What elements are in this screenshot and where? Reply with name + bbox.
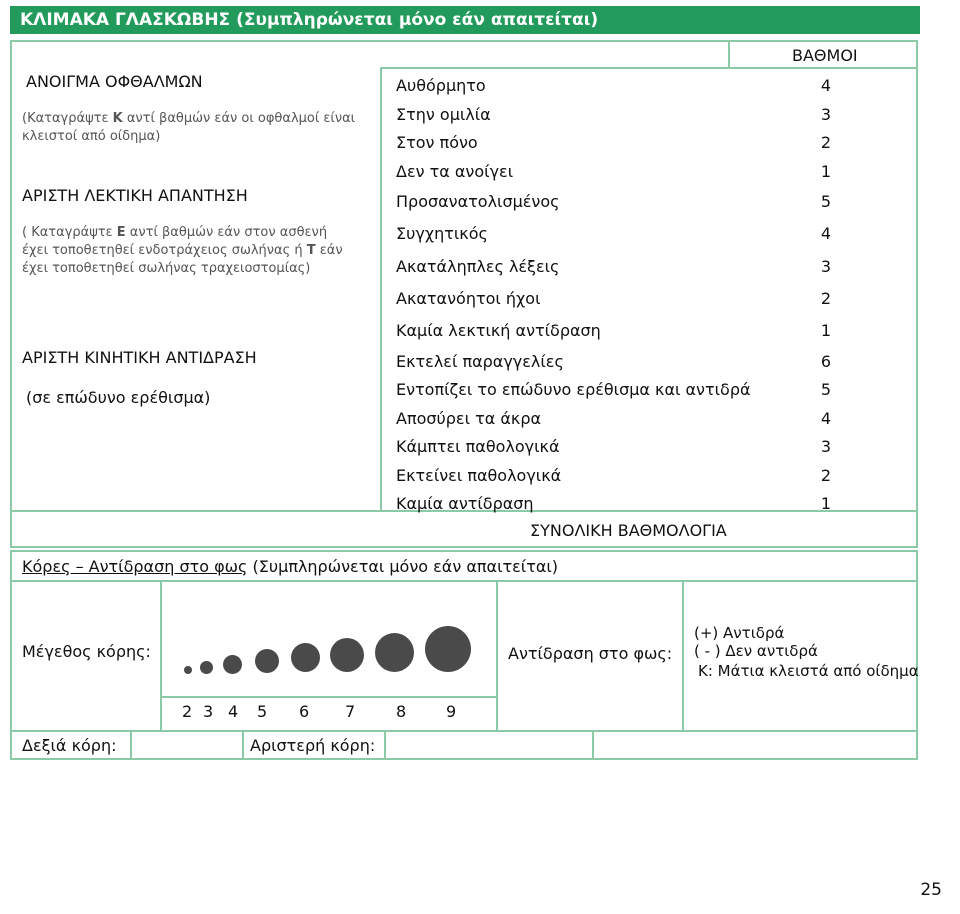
legend-closed-eyes: Κ: Μάτια κλειστά από οίδημα xyxy=(698,662,919,680)
eye-item-score: 1 xyxy=(820,162,832,181)
pupil-size-dot xyxy=(375,633,414,672)
right-pupil-label: Δεξιά κόρη: xyxy=(22,736,117,755)
verbal-item-label: Συγχητικός xyxy=(396,224,488,243)
left-pupil-field[interactable] xyxy=(386,732,592,758)
motor-item-label: Εντοπίζει το επώδυνο ερέθισμα και αντιδρά xyxy=(396,380,751,399)
motor-item-label: Αποσύρει τα άκρα xyxy=(396,409,542,428)
motor-item-score: 4 xyxy=(820,409,832,428)
verbal-item-label: Ακατανόητοι ήχοι xyxy=(396,289,541,308)
motor-response-subtitle: (σε επώδυνο ερέθισμα) xyxy=(26,388,211,407)
pupil-size-dot xyxy=(184,666,192,674)
glasgow-scale-table xyxy=(10,40,918,548)
verbal-item-score: 3 xyxy=(820,257,832,276)
page-number: 25 xyxy=(920,880,942,900)
light-reaction-label: Αντίδραση στο φως: xyxy=(508,644,673,663)
verbal-item-score: 5 xyxy=(820,192,832,211)
pupil-size-value: 4 xyxy=(228,702,239,721)
pupil-size-label: Μέγεθος κόρης: xyxy=(22,642,151,661)
pupil-size-dot xyxy=(330,638,364,672)
eye-item-score: 4 xyxy=(820,76,832,95)
verbal-item-score: 4 xyxy=(820,224,832,243)
pupil-size-value: 5 xyxy=(257,702,268,721)
motor-item-label: Εκτείνει παθολογικά xyxy=(396,466,562,485)
motor-item-label: Κάμπτει παθολογικά xyxy=(396,437,560,456)
pupil-size-dot xyxy=(200,661,213,674)
eye-opening-title: ΑΝΟΙΓΜΑ ΟΦΘΑΛΜΩΝ xyxy=(26,72,203,91)
motor-item-score: 2 xyxy=(820,466,832,485)
eye-item-label: Αυθόρμητο xyxy=(396,76,486,95)
left-pupil-label: Αριστερή κόρη: xyxy=(250,736,376,755)
eye-item-label: Δεν τα ανοίγει xyxy=(396,162,514,181)
motor-item-score: 5 xyxy=(820,380,832,399)
verbal-item-score: 1 xyxy=(820,321,832,340)
pupil-size-value: 7 xyxy=(345,702,356,721)
motor-item-label: Καμία αντίδραση xyxy=(396,494,534,513)
motor-item-score: 6 xyxy=(820,352,832,371)
form-title-bar xyxy=(10,6,920,34)
pupil-size-value: 6 xyxy=(299,702,310,721)
pupil-size-value: 8 xyxy=(396,702,407,721)
verbal-item-label: Ακατάληπλες λέξεις xyxy=(396,257,560,276)
right-pupil-field[interactable] xyxy=(132,732,242,758)
total-score-label: ΣΥΝΟΛΙΚΗ ΒΑΘΜΟΛΟΓΙΑ xyxy=(530,521,727,540)
pupil-size-dot xyxy=(255,649,279,673)
eye-item-label: Στον πόνο xyxy=(396,133,478,152)
pupil-size-value: 9 xyxy=(446,702,457,721)
motor-item-label: Εκτελεί παραγγελίες xyxy=(396,352,564,371)
pupil-size-value: 3 xyxy=(203,702,214,721)
verbal-item-score: 2 xyxy=(820,289,832,308)
pupils-section xyxy=(10,550,918,760)
eye-item-score: 3 xyxy=(820,105,832,124)
scores-header: ΒΑΘΜΟΙ xyxy=(792,46,858,65)
form-title: ΚΛΙΜΑΚΑ ΓΛΑΣΚΩΒΗΣ (Συμπληρώνεται μόνο εάν απαιτείται) xyxy=(20,10,599,30)
pupil-size-dot xyxy=(291,643,320,672)
pupil-size-dot xyxy=(223,655,242,674)
pupil-size-dot xyxy=(425,626,471,672)
verbal-item-label: Προσανατολισμένος xyxy=(396,192,560,211)
verbal-response-note: ( Καταγράψτε Ε αντί βαθμών εάν στον ασθενή έχει τοποθετηθεί ενδοτράχειος σωλήνας ή Τ εάν έχει τοποθετηθεί σωλήνας τραχειοστομίας) xyxy=(22,225,343,276)
verbal-response-title: ΑΡΙΣΤΗ ΛΕΚΤΙΚΗ ΑΠΑΝΤΗΣΗ xyxy=(22,186,248,205)
eye-item-score: 2 xyxy=(820,133,832,152)
pupil-size-value: 2 xyxy=(182,702,193,721)
pupils-title: Κόρες – Αντίδραση στο φως (Συμπληρώνεται μόνο εάν απαιτείται) xyxy=(22,557,559,576)
verbal-item-label: Καμία λεκτική αντίδραση xyxy=(396,321,601,340)
legend-no-reaction: ( - ) Δεν αντιδρά xyxy=(694,642,818,660)
legend-reacts: (+) Αντιδρά xyxy=(694,624,785,642)
eye-opening-note: (Καταγράψτε Κ αντί βαθμών εάν οι οφθαλμοί είναι κλειστοί από οίδημα) xyxy=(22,111,356,144)
eye-item-label: Στην ομιλία xyxy=(396,105,491,124)
motor-item-score: 1 xyxy=(820,494,832,513)
motor-item-score: 3 xyxy=(820,437,832,456)
motor-response-title: ΑΡΙΣΤΗ ΚΙΝΗΤΙΚΗ ΑΝΤΙΔΡΑΣΗ xyxy=(22,348,257,367)
